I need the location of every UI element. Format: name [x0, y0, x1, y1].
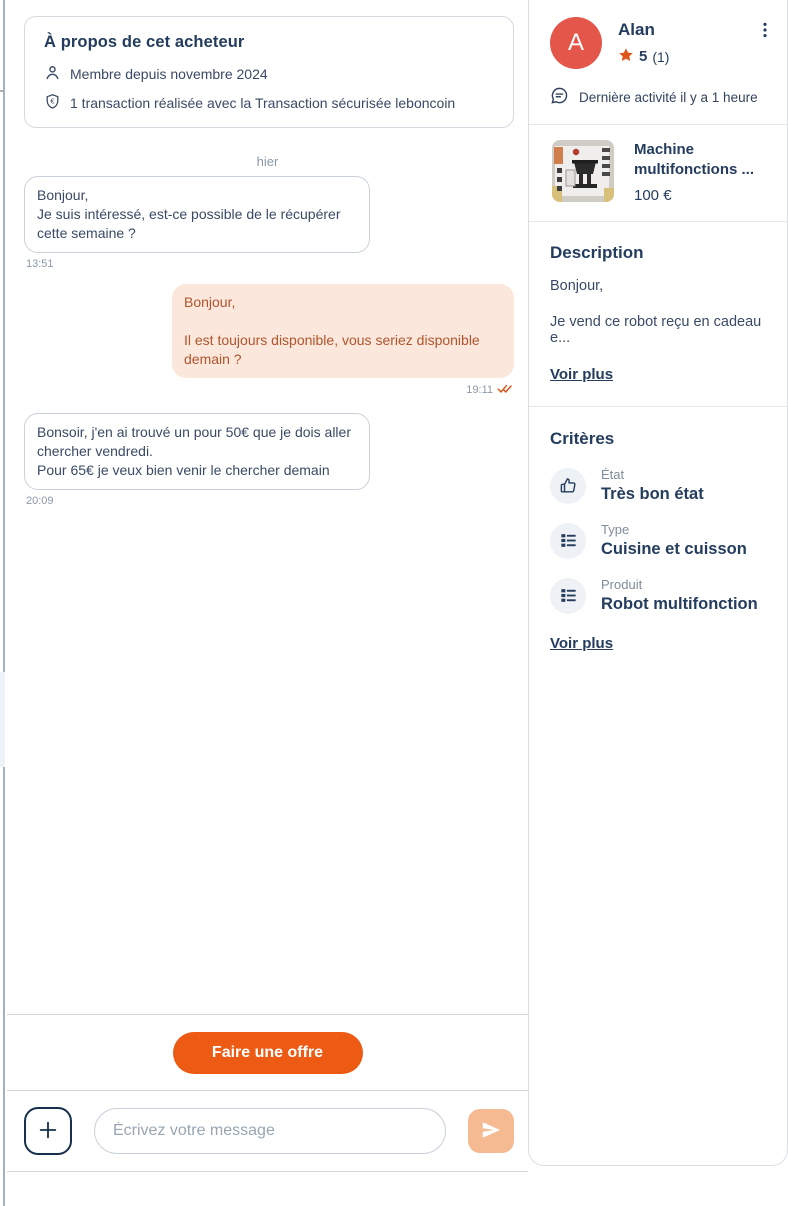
- list-icon: [550, 523, 586, 559]
- person-icon: [44, 64, 61, 84]
- message-timestamp: 19:11: [466, 384, 493, 396]
- chat-bubble-icon: [550, 86, 569, 108]
- message-text: Pour 65€ je veux bien venir le chercher demain: [37, 462, 330, 478]
- message-timestamp: 20:09: [26, 495, 54, 507]
- chat-panel: [7, 0, 528, 1172]
- selected-conversation-highlight[interactable]: [0, 672, 5, 767]
- criteria-see-more-link[interactable]: Voir plus: [550, 635, 614, 652]
- seller-rating: [618, 47, 669, 66]
- criteria-value: Cuisine et cuisson: [601, 540, 747, 558]
- svg-text:€: €: [50, 96, 55, 106]
- criteria-item-condition: [550, 467, 767, 504]
- send-message-button[interactable]: [468, 1109, 514, 1153]
- member-since-text: Membre depuis novembre 2024: [70, 66, 268, 82]
- shield-euro-icon: [44, 93, 61, 113]
- description-see-more-link[interactable]: Voir plus: [550, 366, 614, 383]
- avatar[interactable]: A: [550, 17, 602, 69]
- message-text: Bonsoir, j'en ai trouvé un pour 50€ que je dois aller chercher vendredi.: [37, 424, 351, 459]
- description-paragraph: Bonjour,: [550, 278, 604, 294]
- seller-section: [529, 0, 787, 125]
- criteria-value: Très bon état: [601, 485, 704, 503]
- message-text: Bonjour,: [184, 294, 236, 310]
- message-timestamp: 13:51: [26, 258, 54, 270]
- seller-profile-row: [550, 17, 773, 69]
- add-attachment-button[interactable]: [24, 1107, 72, 1155]
- criteria-title: Critères: [550, 429, 615, 448]
- member-since-row: [44, 64, 494, 84]
- listing-title: Machine multifonctions ...: [634, 141, 754, 178]
- message-list: [7, 176, 528, 507]
- star-icon: [618, 47, 634, 66]
- send-icon: [480, 1119, 502, 1144]
- make-offer-button[interactable]: Faire une offre: [173, 1032, 363, 1074]
- conversation-list-header-edge: [0, 0, 3, 92]
- message-text: Il est toujours disponible, vous seriez disponible demain ?: [184, 332, 480, 367]
- transactions-text: 1 transaction réalisée avec la Transaction sécurisée leboncoin: [70, 95, 456, 111]
- criteria-label: Produit: [601, 577, 643, 592]
- criteria-label: État: [601, 467, 625, 482]
- read-receipt-double-check-icon: [497, 383, 512, 397]
- message-composer: [7, 1090, 528, 1171]
- seller-name[interactable]: Alan: [618, 20, 655, 39]
- rating-score: 5: [639, 48, 648, 65]
- offer-bar: [7, 1014, 528, 1090]
- description-title: Description: [550, 243, 644, 262]
- criteria-item-type: [550, 522, 767, 559]
- message-bubble-incoming: [24, 413, 370, 490]
- message-text: Je suis intéressé, est-ce possible de le récupérer cette semaine ?: [37, 206, 341, 241]
- criteria-section: [529, 407, 787, 677]
- buyer-info-card: [24, 16, 514, 128]
- buyer-card-title: À propos de cet acheteur: [44, 33, 245, 51]
- description-paragraph: Je vend ce robot reçu en cadeau e...: [550, 314, 762, 346]
- criteria-item-product: [550, 577, 767, 614]
- listing-price: 100 €: [634, 187, 672, 204]
- message-bubble-outgoing: [172, 284, 514, 378]
- listing-thumbnail: [552, 140, 614, 202]
- message-text: [184, 312, 502, 331]
- list-icon: [550, 578, 586, 614]
- thumb-up-icon: [550, 468, 586, 504]
- kebab-menu-icon[interactable]: [751, 16, 779, 44]
- transactions-row: [44, 93, 494, 113]
- date-separator: hier: [256, 154, 279, 169]
- message-timestamp-row: [26, 383, 512, 397]
- last-activity-text: Dernière activité il y a 1 heure: [579, 89, 758, 105]
- rating-count: (1): [652, 48, 670, 65]
- message-text: Bonjour,: [37, 187, 89, 203]
- message-bubble-incoming: [24, 176, 370, 253]
- conversation-list-rail: [0, 0, 5, 1206]
- last-activity-row: [550, 86, 773, 108]
- listing-sidebar: [528, 0, 788, 1166]
- chat-scroll-area[interactable]: [7, 507, 528, 1014]
- description-section: [529, 222, 787, 407]
- message-input[interactable]: [94, 1108, 446, 1154]
- listing-card[interactable]: [529, 125, 787, 222]
- criteria-value: Robot multifonction: [601, 595, 758, 613]
- plus-icon: [37, 1119, 59, 1144]
- criteria-label: Type: [601, 522, 630, 537]
